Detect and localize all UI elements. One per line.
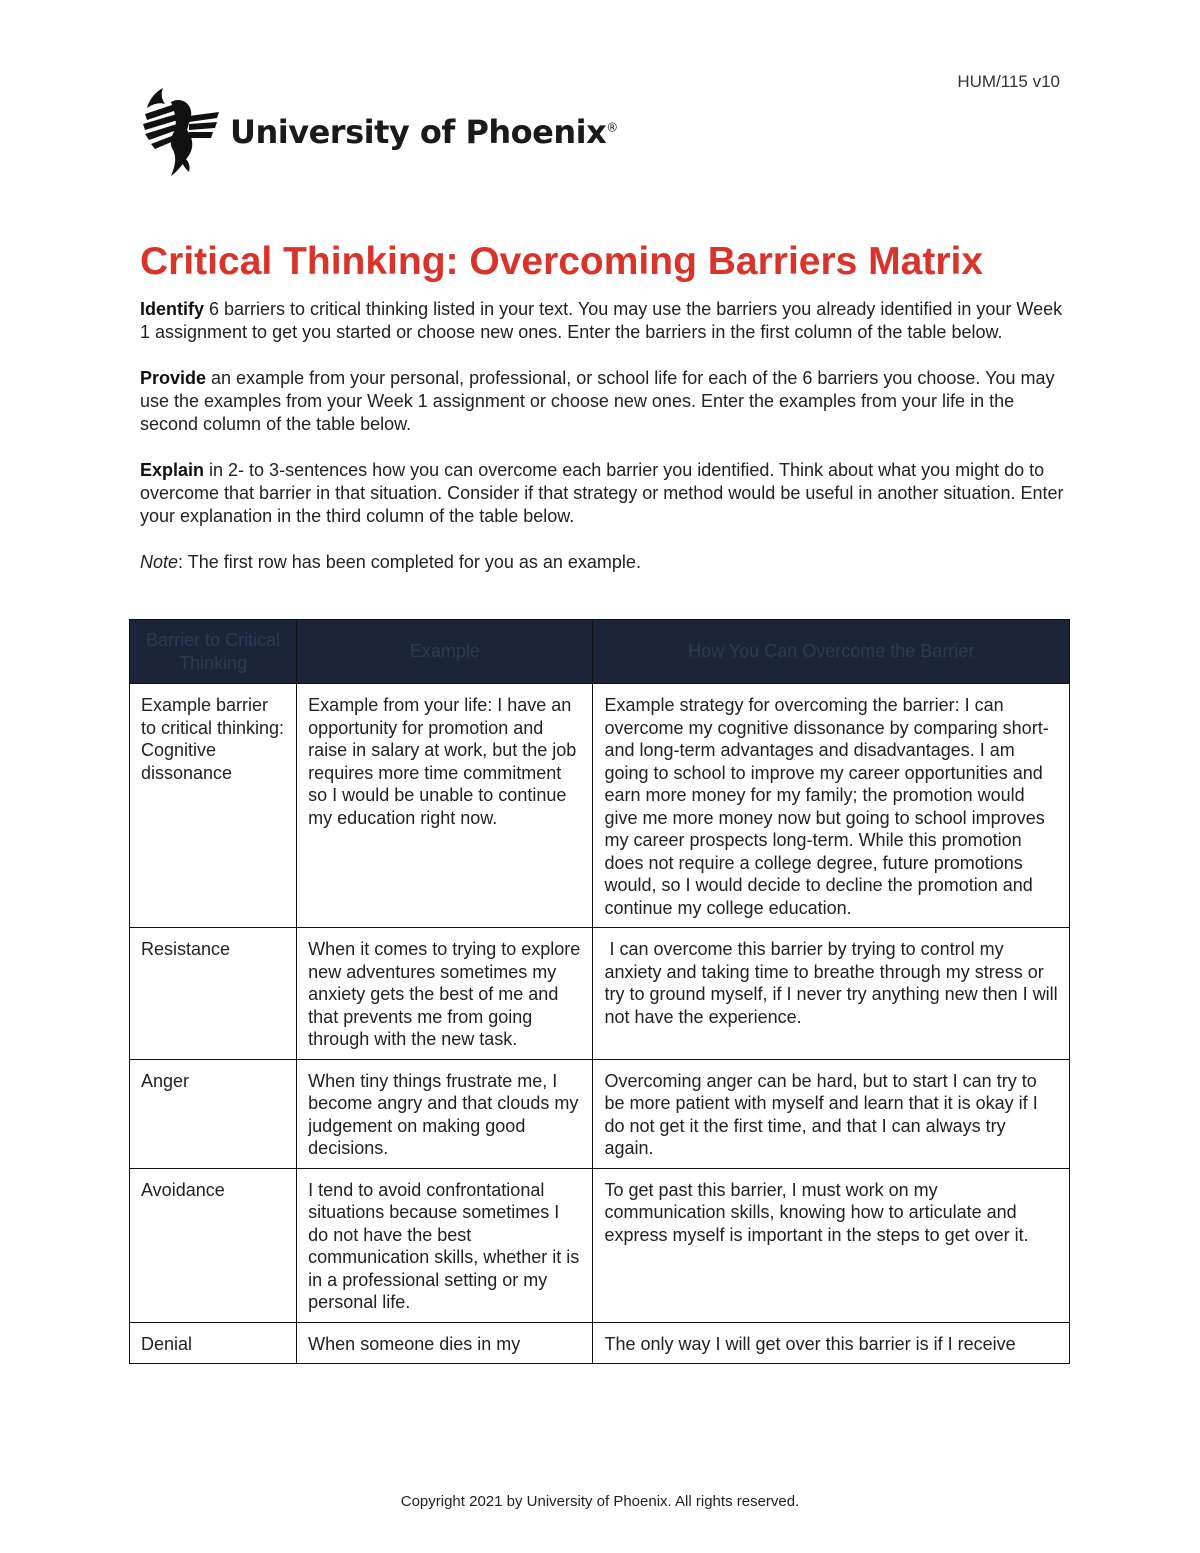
instruction-provide: Provide an example from your personal, professional, or school life for each of the 6 barriers you choose. You may use the examples from your Week 1 assignment or choose new ones. Enter the examples from your life in the second column of the table below. [140,368,1055,434]
table-row [130,1322,1070,1364]
copyright-footer: Copyright 2021 by University of Phoenix. All rights reserved. [400,1493,800,1510]
university-logo [140,86,618,178]
barrier-cell: Avoidance [130,1168,297,1322]
barrier-cell: Example barrier to critical thinking: Cognitive dissonance [130,684,297,928]
overcome-cell: Overcoming anger can be hard, but to start I can try to be more patient with myself and learn that it is okay if I do not get it the first time, and that I can always try again. [593,1059,1070,1168]
instruction-explain: Explain in 2- to 3-sentences how you can overcome each barrier you identified. Think about what you might do to overcome that barrier in that situation. Consider if that strategy or method would be useful in another situation. Enter your explanation in the third column of the table below. [140,460,1064,526]
barrier-cell: Resistance [130,928,297,1060]
logo-text: University of Phoenix® [230,113,618,151]
header-barrier: Barrier to Critical Thinking [130,620,297,684]
course-code: HUM/115 v10 [957,72,1060,91]
example-cell: When it comes to trying to explore new adventures sometimes my anxiety gets the best of me and that prevents me from going through with the new task. [297,928,593,1060]
example-cell: Example from your life: I have an opportunity for promotion and raise in salary at work, but the job requires more time commitment so I would be unable to continue my education right now. [297,684,593,928]
example-cell: I tend to avoid confrontational situations because sometimes I do not have the best communication skills, whether it is in a professional setting or my personal life. [297,1168,593,1322]
overcome-cell: The only way I will get over this barrier is if I receive [593,1322,1070,1364]
table-row [130,928,1070,1060]
note: Note: The first row has been completed for you as an example. [140,552,641,572]
table-row [130,1168,1070,1322]
phoenix-bird-icon [140,86,222,178]
table-row [130,1059,1070,1168]
instruction-identify: Identify 6 barriers to critical thinking listed in your text. You may use the barriers you already identified in your Week 1 assignment to get you started or choose new ones. Enter the barriers in the first column of the table below. [140,299,1063,342]
example-cell: When tiny things frustrate me, I become angry and that clouds my judgement on making good decisions. [297,1059,593,1168]
header-example: Example [297,620,593,684]
header-overcome: How You Can Overcome the Barrier [593,620,1070,684]
table-header-row [130,620,1070,684]
instructions [140,298,1070,597]
barriers-matrix-table [129,619,1070,1364]
example-cell: When someone dies in my [297,1322,593,1364]
barrier-cell: Denial [130,1322,297,1364]
overcome-cell: Example strategy for overcoming the barrier: I can overcome my cognitive dissonance by comparing short- and long-term advantages and disadvantages. I am going to school to improve my career opportunities and earn more money for my family; the promotion would give me more money now but going to school improves my career prospects long-term. While this promotion does not require a college degree, future promotions would, so I would decide to decline the promotion and continue my college education. [593,684,1070,928]
page-title: Critical Thinking: Overcoming Barriers Matrix [140,240,984,283]
barrier-cell: Anger [130,1059,297,1168]
table-row [130,684,1070,928]
overcome-cell: I can overcome this barrier by trying to control my anxiety and taking time to breathe through my stress or try to ground myself, if I never try anything new then I will not have the experience. [593,928,1070,1060]
overcome-cell: To get past this barrier, I must work on my communication skills, knowing how to articulate and express myself is important in the steps to get over it. [593,1168,1070,1322]
